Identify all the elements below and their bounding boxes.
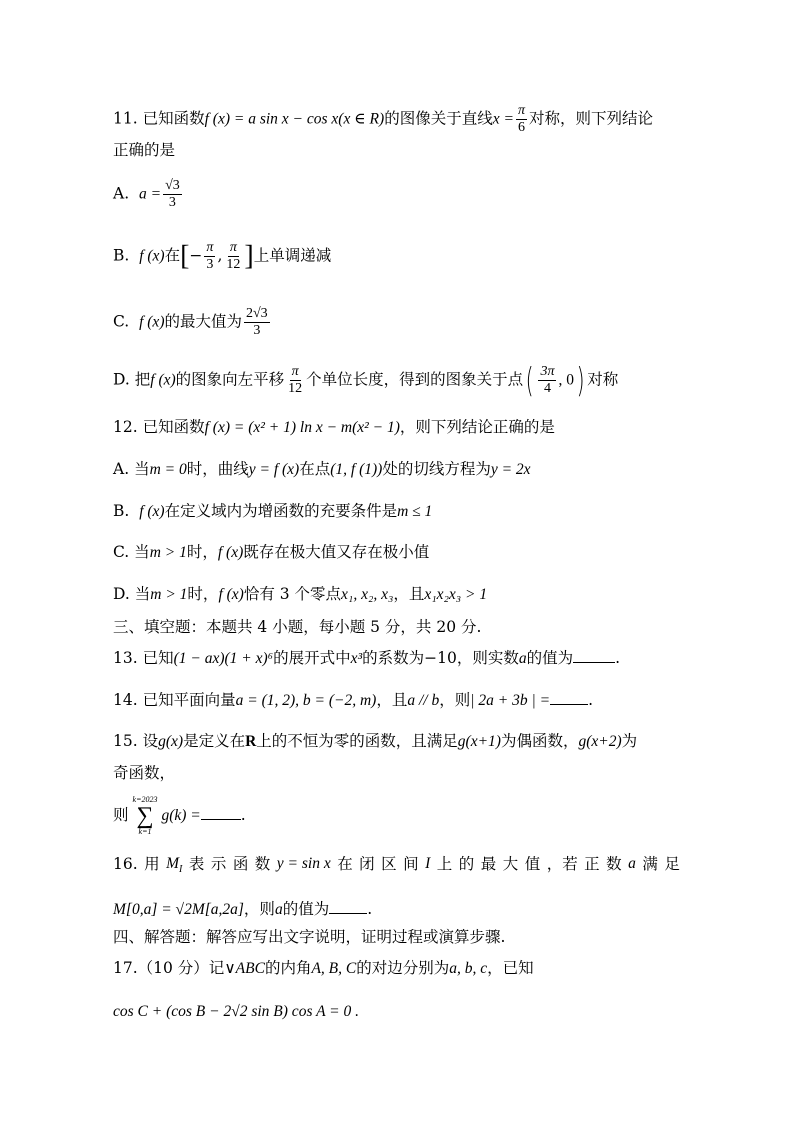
- q12-option-a: A. 当m = 0时，曲线y = f (x)在点(1, f (1))处的切线方程为y = 2x: [113, 460, 531, 478]
- q15-line1: 15. 设g(x)是定义在R上的不恒为零的函数，且满足g(x+1)为偶函数，g(x+2)为: [113, 732, 638, 750]
- q11-option-c: C. f (x)的最大值为 $\frac{2√3}{3}$: [113, 306, 268, 338]
- answer-blank-13[interactable]: [573, 646, 615, 663]
- q12-option-c: C. 当m > 1时，f (x)既存在极大值又存在极小值: [113, 543, 430, 561]
- q17-line1: 17.（10 分）记∨ABC的内角A, B, C的对边分别为a, b, c，已知: [113, 959, 534, 977]
- q11-stem-line2: 正确的是: [113, 141, 176, 159]
- q17-equation: cos C + (cos B − 2√2 sin B) cos A = 0 .: [113, 1003, 359, 1020]
- answer-blank-14[interactable]: [550, 688, 588, 705]
- q14: 14. 已知平面向量a = (1, 2), b = (−2, m)，且a // b，则| 2a + 3b | = .: [113, 688, 593, 712]
- q16-line1: 16. 用 $M_I$ 表 示 函 数 y = sin x 在 闭 区 间 I 上 的 最 大 值 ，若 正 数 a 满 足: [113, 855, 680, 876]
- answer-blank-16[interactable]: [329, 897, 367, 914]
- section-3-heading: 三、填空题：本题共 4 小题，每小题 5 分，共 20 分.: [113, 618, 482, 636]
- fraction-pi-6: $\frac{\pi}{6}$: [517, 103, 525, 135]
- q13: 13. 已知(1 − ax)(1 + x)⁶的展开式中x³的系数为−10，则实数a的值为 .: [113, 646, 620, 670]
- q12-stem: 12. 已知函数f (x) = (x² + 1) ln x − m(x² − 1)，则下列结论正确的是: [113, 418, 555, 436]
- q11-option-a: A. a = $\frac{√3}{3}$: [113, 178, 180, 210]
- q11-option-b: B. f (x)在[− $\frac{\pi}{3}$ , $\frac{\pi}{12}$ ]上单调递减: [113, 240, 332, 272]
- summation: k=2023 ∑ k=1: [132, 795, 158, 836]
- section-4-heading: 四、解答题：解答应写出文字说明，证明过程或演算步骤.: [113, 928, 506, 946]
- q11-option-d: D. 把f (x)的图象向左平移 $\frac{\pi}{12}$ 个单位长度，得到的图象关于点( $\frac{3\pi}{4}$ , 0) 对称: [113, 360, 619, 401]
- q11-stem-line1: 11. 已知函数f (x) = a sin x − cos x(x ∈ R)的图像关于直线x = $\frac{\pi}{6}$ 对称，则下列结论: [113, 103, 653, 135]
- q12-option-d: D. 当m > 1时，f (x)恰有 3 个零点x₁, x₂, x₃，且x₁x₂x₃ > 1: [113, 585, 488, 603]
- q15-line2: 奇函数，: [113, 764, 176, 782]
- q12-option-b: B. f (x)在定义域内为增函数的充要条件是m ≤ 1: [113, 502, 433, 520]
- q15-line3: 则 k=2023 ∑ k=1 g(k) = .: [113, 795, 246, 836]
- q16-line2: M[0,a] = √2M[a,2a]，则a的值为 .: [113, 897, 372, 921]
- answer-blank-15[interactable]: [201, 803, 241, 820]
